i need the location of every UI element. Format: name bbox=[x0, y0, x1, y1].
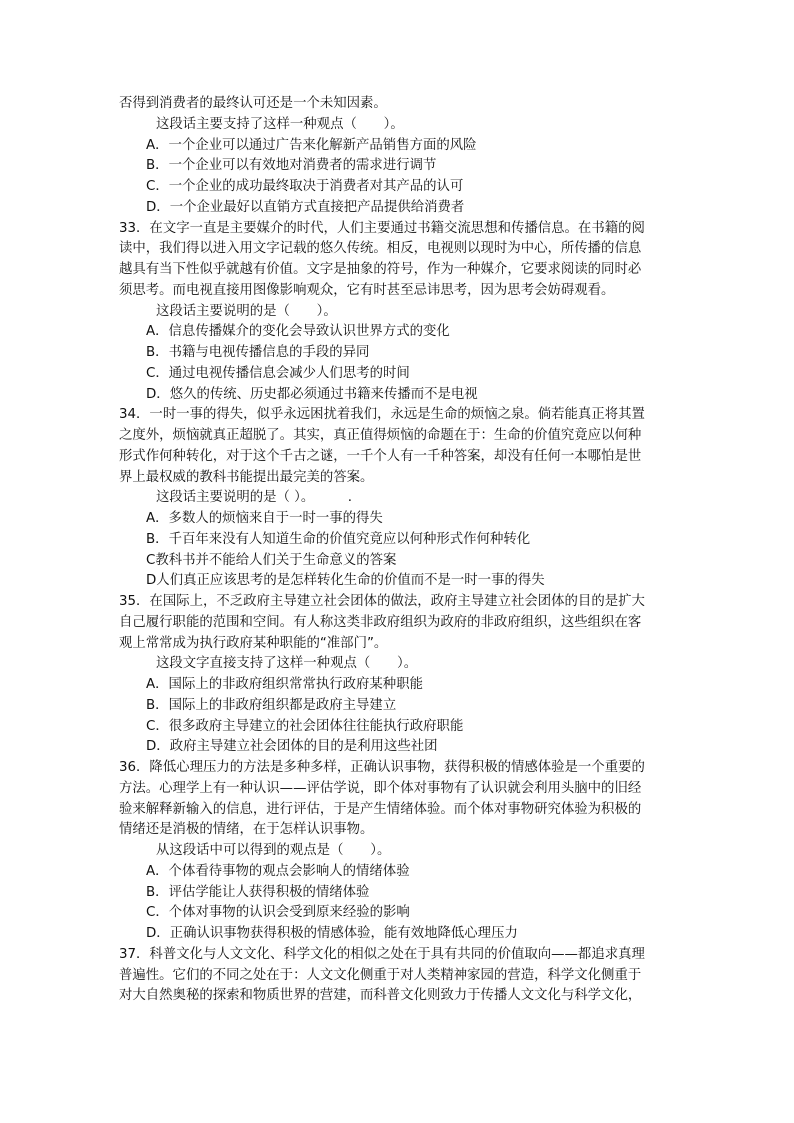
question-block bbox=[119, 405, 679, 592]
option-d: D人们真正应该思考的是怎样转化生命的价值而不是一时一事的得失 bbox=[146, 573, 545, 589]
passage-line: 方法。心理学上有一种认识——评估学说，即个体对事物有了认识就会利用头脑中的旧经 bbox=[119, 780, 642, 796]
question-block bbox=[119, 945, 679, 1007]
option-d: D．悠久的传统、历史都必须通过书籍来传播而不是电视 bbox=[146, 386, 478, 402]
passage-line: 自己履行职能的范围和空间。有人称这类非政府组织为政府的非政府组织，这些组织在客 bbox=[119, 614, 642, 630]
option-a: A．多数人的烦恼来自于一时一事的得失 bbox=[146, 511, 383, 526]
option-c: C．一个企业的成功最终取决于消费者对其产品的认可 bbox=[146, 179, 464, 194]
passage-line: 对大自然奥秘的探索和物质世界的营建，而科普文化则致力于传播人文文化与科学文化， bbox=[119, 988, 642, 1004]
passage-line: 36．降低心理压力的方法是多种多样，正确认识事物，获得积极的情感体验是一个重要的 bbox=[119, 760, 645, 775]
passage-line: 形式作何种转化，对于这个千古之谜，一千个人有一千种答案，却没有任何一本哪怕是世 bbox=[119, 448, 642, 464]
option-a: A．一个企业可以通过广告来化解新产品销售方面的风险 bbox=[146, 137, 477, 153]
passage-line: 读中，我们得以进入用文字记载的悠久传统。相反，电视则以现时为中心，所传播的信息 bbox=[119, 241, 642, 257]
passage-line: 界上最权威的教科书能提出最完美的答案。 bbox=[119, 469, 374, 485]
option-a: A．信息传播媒介的变化会导致认识世界方式的变化 bbox=[146, 324, 450, 340]
document-body bbox=[119, 94, 679, 1007]
passage-line: 验来解释新输入的信息，进行评估，于是产生情绪体验。而个体对事物研究体验为积极的 bbox=[119, 801, 642, 817]
question-block bbox=[119, 592, 679, 758]
option-b: B．评估学能让人获得积极的情绪体验 bbox=[146, 884, 370, 900]
option-d: D．正确认识事物获得积极的情感体验，能有效地降低心理压力 bbox=[146, 926, 518, 941]
question-stem: 从这段话中可以得到的观点是（ ）。 bbox=[156, 843, 391, 858]
option-b: B．千百年来没有人知道生命的价值究竟应以何种形式作何种转化 bbox=[146, 531, 531, 547]
option-a: A．个体看待事物的观点会影响人的情绪体验 bbox=[146, 863, 410, 879]
option-c: C．个体对事物的认识会受到原来经验的影响 bbox=[146, 905, 410, 921]
passage-line: 之度外，烦恼就真正超脱了。其实，真正值得烦恼的命题在于：生命的价值究竟应以何种 bbox=[119, 428, 642, 443]
passage-line: 33．在文字一直是主要媒介的时代，人们主要通过书籍交流思想和传播信息。在书籍的阅 bbox=[119, 220, 645, 236]
option-c: C．通过电视传播信息会减少人们思考的时间 bbox=[146, 365, 410, 381]
question-stem: 这段话主要支持了这样一种观点（ ）。 bbox=[156, 116, 404, 132]
option-c: C教科书并不能给人们关于生命意义的答案 bbox=[146, 552, 397, 568]
passage-line: 须思考。而电视直接用图像影响观众，它有时甚至忌讳思考，因为思考会妨碍观看。 bbox=[119, 282, 615, 298]
question-stem: 这段话主要说明的是（ ）。 . bbox=[156, 490, 352, 506]
question-block bbox=[119, 219, 679, 406]
option-d: D．政府主导建立社会团体的目的是利用这些社团 bbox=[146, 739, 438, 755]
option-b: B．书籍与电视传播信息的手段的异同 bbox=[146, 345, 370, 360]
passage-line: 34．一时一事的得失，似乎永远困扰着我们，永远是生命的烦恼之泉。倘若能真正将其置 bbox=[119, 407, 645, 423]
option-b: B．一个企业可以有效地对消费者的需求进行调节 bbox=[146, 158, 437, 174]
option-b: B．国际上的非政府组织都是政府主导建立 bbox=[146, 697, 397, 713]
passage-line: 情绪还是消极的情绪，在于怎样认识事物。 bbox=[119, 822, 374, 838]
passage-line: 普遍性。它们的不同之处在于：人文文化侧重于对人类精神家园的营造，科学文化侧重于 bbox=[119, 967, 642, 983]
option-c: C．很多政府主导建立的社会团体往往能执行政府职能 bbox=[146, 718, 464, 734]
passage-line: 观上常常成为执行政府某种职能的“准部门”。 bbox=[119, 635, 388, 651]
passage-line: 37．科普文化与人文文化、科学文化的相似之处在于具有共同的价值取向——都追求真理 bbox=[119, 946, 645, 962]
question-stem: 这段文字直接支持了这样一种观点（ ）。 bbox=[156, 656, 418, 672]
option-d: D．一个企业最好以直销方式直接把产品提供给消费者 bbox=[146, 199, 465, 215]
passage-line: 35．在国际上，不乏政府主导建立社会团体的做法，政府主导建立社会团体的目的是扩大 bbox=[119, 594, 645, 609]
passage-line: 越具有当下性似乎就越有价值。文字是抽象的符号，作为一种媒介，它要求阅读的同时必 bbox=[119, 262, 642, 277]
option-a: A．国际上的非政府组织常常执行政府某种职能 bbox=[146, 677, 423, 692]
passage-line: 否得到消费者的最终认可还是一个未知因素。 bbox=[119, 96, 387, 111]
question-stem: 这段话主要说明的是（ ）。 bbox=[156, 303, 337, 319]
question-block bbox=[119, 94, 679, 219]
question-block bbox=[119, 758, 679, 945]
